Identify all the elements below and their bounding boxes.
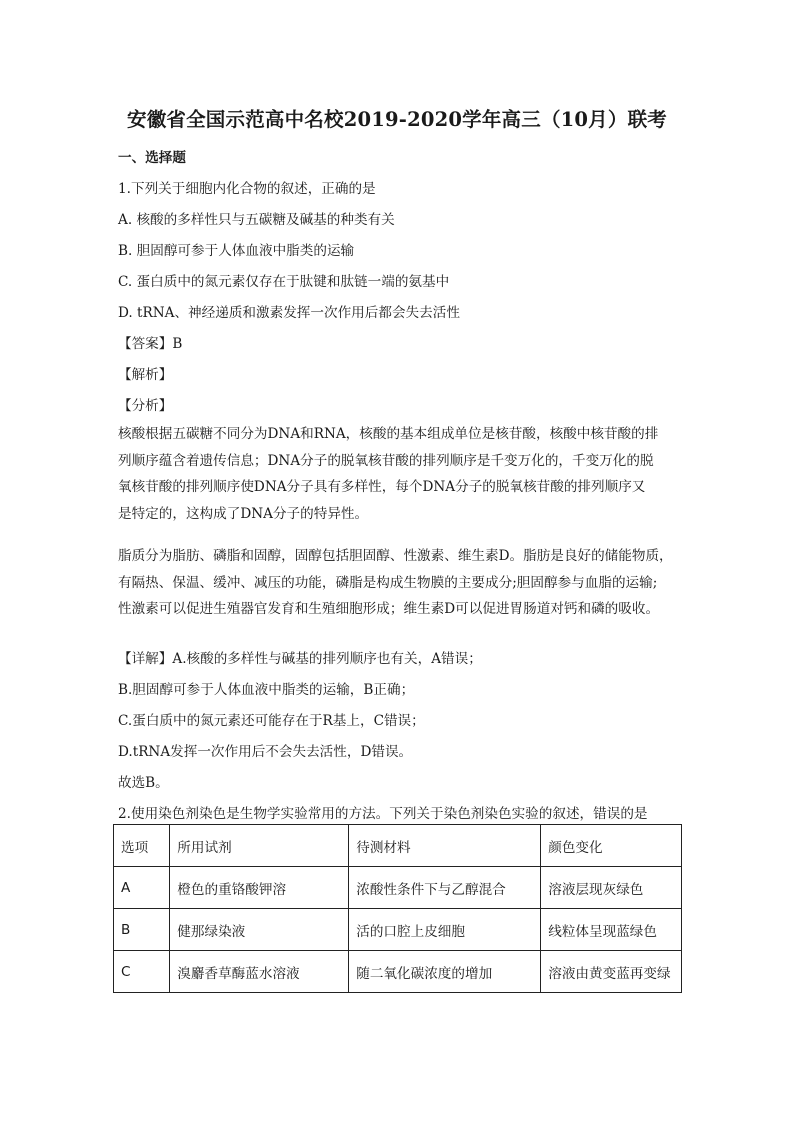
text-line: 脂质分为脂肪、磷脂和固醇，固醇包括胆固醇、性激素、维生素D。脂肪是良好的储能物质， <box>118 548 673 564</box>
table-cell: 活的口腔上皮细胞 <box>349 909 541 951</box>
table-row <box>114 951 682 993</box>
table-header-cell: 所用试剂 <box>170 825 349 867</box>
detail-line-d: D.tRNA发挥一次作用后不会失去活性，D错误。 <box>118 744 413 760</box>
question-1-option-b: B. 胆固醇可参于人体血液中脂类的运输 <box>118 243 355 259</box>
question-1-stem: 1.下列关于细胞内化合物的叙述，正确的是 <box>118 181 376 197</box>
analysis-label: 【解析】 <box>118 367 173 383</box>
table-cell: A <box>114 867 170 909</box>
table-cell: 溶液由黄变蓝再变绿 <box>541 951 682 993</box>
table-cell: B <box>114 909 170 951</box>
question-2-stem: 2.使用染色剂染色是生物学实验常用的方法。下列关于染色剂染色实验的叙述，错误的是 <box>118 806 648 822</box>
detail-line-a: 【详解】A.核酸的多样性与碱基的排列顺序也有关，A错误； <box>118 651 482 667</box>
detail-line-c: C.蛋白质中的氮元素还可能存在于R基上，C错误； <box>118 713 425 729</box>
conclusion-line: 故选B。 <box>118 775 169 791</box>
table-header-row <box>114 825 682 867</box>
question-1-option-a: A. 核酸的多样性只与五碳糖及碱基的种类有关 <box>118 212 395 228</box>
table-cell: 溶液层现灰绿色 <box>541 867 682 909</box>
analysis-paragraph-2 <box>118 543 684 623</box>
table-cell: 浓酸性条件下与乙醇混合 <box>349 867 541 909</box>
text-line: 氧核苷酸的排列顺序使DNA分子具有多样性，每个DNA分子的脱氧核苷酸的排列顺序又 <box>118 479 646 495</box>
question-1-option-d: D. tRNA、神经递质和激素发挥一次作用后都会失去活性 <box>118 305 460 321</box>
text-line: 核酸根据五碳糖不同分为DNA和RNA，核酸的基本组成单位是核苷酸，核酸中核苷酸的排 <box>118 426 659 442</box>
analysis-paragraph-1 <box>118 421 684 527</box>
text-line: 性激素可以促进生殖器官发育和生殖细胞形成；维生素D可以促进胃肠道对钙和磷的吸收。 <box>118 601 660 617</box>
question-2-table <box>113 824 682 993</box>
question-1-option-c: C. 蛋白质中的氮元素仅存在于肽键和肽链一端的氨基中 <box>118 274 450 290</box>
table-header-cell: 待测材料 <box>349 825 541 867</box>
table-header-cell: 选项 <box>114 825 170 867</box>
text-line: 是特定的，这构成了DNA分子的特异性。 <box>118 505 369 522</box>
table-cell: 健那绿染液 <box>170 909 349 951</box>
text-line: 有隔热、保温、缓冲、减压的功能，磷脂是构成生物膜的主要成分;胆固醇参与血脂的运输; <box>118 574 658 591</box>
text-line: 列顺序蕴含着遗传信息；DNA分子的脱氧核苷酸的排列顺序是千变万化的，千变万化的脱 <box>118 452 654 469</box>
table-cell: 线粒体呈现蓝绿色 <box>541 909 682 951</box>
detail-line-b: B.胆固醇可参于人体血液中脂类的运输，B正确； <box>118 682 415 698</box>
table-cell: 橙色的重铬酸钾溶 <box>170 867 349 909</box>
page-title: 安徽省全国示范高中名校2019-2020学年高三（10月）联考 <box>127 108 667 131</box>
answer-label: 【答案】B <box>118 336 183 352</box>
table-row <box>114 867 682 909</box>
table-header-cell: 颜色变化 <box>541 825 682 867</box>
section-heading: 一、选择题 <box>118 150 186 166</box>
table-cell: 随二氧化碳浓度的增加 <box>349 951 541 993</box>
table-cell: 溴麝香草酶蓝水溶液 <box>170 951 349 993</box>
table-cell: C <box>114 951 170 993</box>
fenxi-label: 【分析】 <box>118 398 173 414</box>
table-row <box>114 909 682 951</box>
